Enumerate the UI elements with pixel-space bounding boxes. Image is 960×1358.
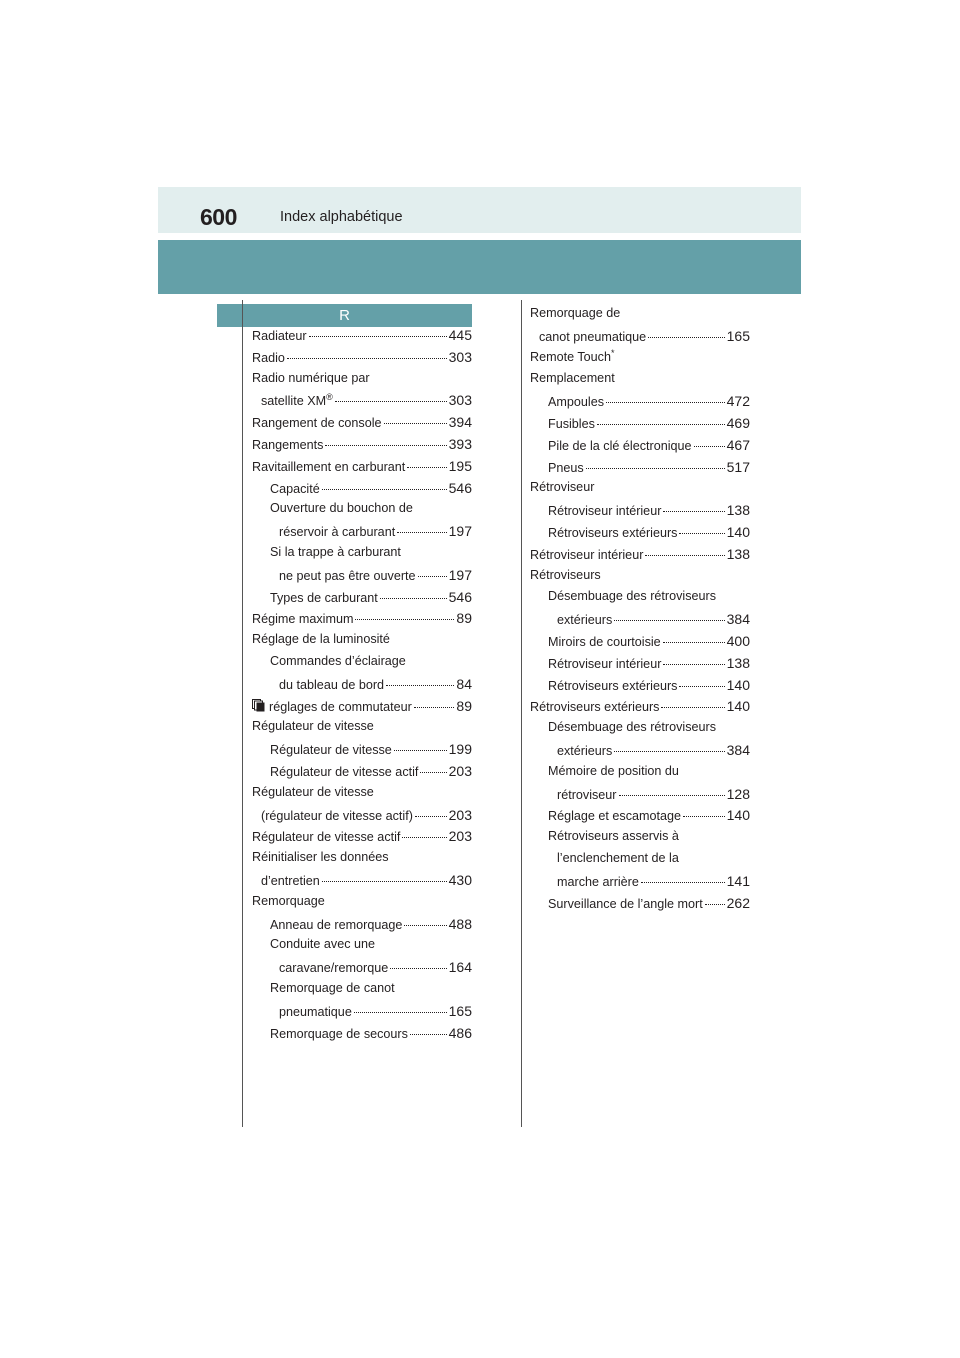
index-entry-page[interactable]: 195	[448, 457, 472, 474]
index-entry-text	[548, 809, 681, 823]
index-entry-label: Commandes d’éclairage	[270, 653, 406, 668]
index-entry	[252, 567, 472, 589]
index-entry-label: Réinitialiser les données	[252, 850, 389, 865]
dot-leader	[322, 489, 447, 490]
index-entry-page[interactable]: 203	[448, 806, 472, 823]
index-entry-page[interactable]: 203	[448, 762, 472, 779]
index-entry-text	[252, 699, 412, 714]
index-entry-text	[279, 961, 388, 975]
index-entry-label: Rétroviseurs extérieurs	[548, 678, 678, 693]
dot-leader	[586, 468, 725, 469]
dot-leader	[390, 968, 446, 969]
dot-leader	[414, 707, 455, 708]
index-entry-text	[252, 830, 400, 844]
dot-leader	[384, 423, 447, 424]
index-entry-page[interactable]: 445	[448, 327, 472, 343]
index-entry-text	[270, 501, 413, 515]
index-entry-text	[252, 850, 389, 864]
index-entry-label: Remorquage de canot	[270, 980, 395, 995]
index-entry	[530, 764, 750, 786]
index-entry-text	[270, 591, 378, 605]
index-entry	[252, 894, 472, 916]
index-entry-label: Remorquage	[252, 893, 325, 908]
index-entry-label: Surveillance de l’angle mort	[548, 896, 703, 911]
index-entry-page[interactable]: 197	[448, 566, 472, 583]
index-entry-text	[548, 461, 584, 475]
index-entry-text	[261, 394, 333, 408]
dot-leader	[418, 576, 447, 577]
index-entry	[252, 349, 472, 371]
index-entry-page[interactable]: 517	[726, 458, 750, 475]
index-entry	[530, 633, 750, 655]
index-entry	[530, 568, 750, 590]
index-entry	[530, 611, 750, 633]
dot-leader	[386, 685, 454, 686]
index-entry-label: Remplacement	[530, 371, 615, 386]
index-entry-label: Régulateur de vitesse	[270, 743, 392, 758]
index-entry-page[interactable]: 138	[726, 502, 750, 519]
index-entry-page[interactable]: 140	[726, 807, 750, 824]
index-entry	[530, 829, 750, 851]
index-entry	[530, 306, 750, 328]
index-entry	[252, 480, 472, 502]
dot-leader	[614, 620, 724, 621]
dot-leader	[694, 446, 725, 447]
index-entry-label: Ouverture du bouchon de	[270, 501, 413, 516]
index-entry	[252, 807, 472, 829]
index-entry-text	[548, 657, 661, 671]
dot-leader	[661, 707, 724, 708]
index-entry-label: Rétroviseurs extérieurs	[548, 525, 678, 540]
index-entry-page[interactable]: 138	[726, 654, 750, 671]
index-entry-text	[557, 851, 679, 865]
index-entry	[252, 632, 472, 654]
dot-leader	[645, 555, 724, 556]
index-entry-label: du tableau de bord	[279, 677, 385, 692]
dot-leader	[619, 795, 725, 796]
dot-leader	[402, 837, 446, 838]
index-entry-text	[270, 1027, 408, 1041]
index-entry	[252, 458, 472, 480]
index-entry-text	[530, 568, 601, 582]
section-letter: R	[217, 304, 472, 327]
index-entry	[252, 392, 472, 414]
book-stack-icon	[252, 699, 265, 712]
index-entry-text	[530, 548, 643, 562]
index-entry-text	[548, 679, 677, 693]
dot-leader	[663, 664, 724, 665]
index-entry-text	[270, 654, 406, 668]
index-entry-text	[530, 480, 594, 494]
index-entry	[530, 698, 750, 720]
index-entry-text	[530, 347, 615, 364]
dot-leader	[705, 904, 725, 905]
dot-leader	[614, 751, 724, 752]
index-entry-page[interactable]: 303	[448, 392, 472, 409]
index-entry-label: marche arrière	[557, 874, 639, 889]
index-entry-label: Désembuage des rétroviseurs	[548, 589, 716, 604]
index-entry-label: extérieurs	[557, 743, 613, 758]
index-entry-text	[557, 875, 639, 889]
dot-leader	[415, 816, 447, 817]
index-entry	[530, 459, 750, 481]
index-entry	[530, 895, 750, 917]
index-entry-page[interactable]: 430	[448, 871, 472, 888]
index-entry-text	[270, 743, 392, 757]
dot-leader	[663, 511, 724, 512]
index-entry-label: Ampoules	[548, 395, 605, 410]
index-entry-text	[548, 395, 604, 409]
header-band	[158, 187, 801, 233]
index-entry-label: Remorquage de secours	[270, 1026, 408, 1041]
index-entry-page[interactable]: 303	[448, 348, 472, 365]
index-entry	[530, 720, 750, 742]
index-entry	[530, 328, 750, 350]
index-entry-text	[270, 482, 320, 496]
dot-leader	[641, 882, 725, 883]
index-entry	[252, 850, 472, 872]
index-entry-page[interactable]: 197	[448, 523, 472, 540]
index-entry-page[interactable]: 384	[726, 741, 750, 758]
dot-leader	[683, 816, 725, 817]
index-entry-page[interactable]: 140	[726, 676, 750, 693]
index-entry-text	[548, 720, 716, 734]
index-entry	[530, 480, 750, 502]
index-entry-text	[252, 460, 405, 474]
index-entry	[252, 981, 472, 1003]
index-entry-page[interactable]: 84	[456, 675, 472, 692]
index-entry	[252, 654, 472, 676]
index-entry-superscript: ®	[326, 392, 333, 403]
index-entry-text	[548, 829, 679, 843]
index-entry-text	[279, 525, 395, 539]
index-entry-page[interactable]: 164	[448, 959, 472, 976]
index-entry-page[interactable]: 141	[726, 872, 750, 889]
index-entry-text	[252, 351, 285, 365]
index-entry-page[interactable]: 165	[726, 327, 750, 344]
index-entry-text	[548, 764, 679, 778]
dot-leader	[397, 532, 446, 533]
index-entry-text	[252, 612, 353, 626]
column-divider-left	[242, 300, 243, 1127]
index-entry-text	[270, 918, 402, 932]
index-entry-label: Régime maximum	[252, 612, 354, 627]
dot-leader	[404, 925, 446, 926]
index-entry-label: Remorquage de	[530, 306, 621, 320]
index-entry-label: réglages de commutateur	[269, 699, 412, 714]
index-entry-text	[530, 700, 659, 714]
index-entry-text	[270, 981, 395, 995]
index-entry-page[interactable]: 89	[456, 610, 472, 627]
index-entry	[530, 415, 750, 437]
index-entry-text	[261, 874, 320, 888]
index-entry	[252, 828, 472, 850]
index-entry	[530, 371, 750, 393]
index-entry-label: Types de carburant	[270, 590, 378, 605]
dot-leader	[663, 642, 725, 643]
index-entry	[252, 959, 472, 981]
index-entry-label: Rangement de console	[252, 416, 382, 431]
index-entry-page[interactable]: 472	[726, 393, 750, 410]
index-entry-text	[279, 569, 416, 583]
index-entry-label: Rétroviseur	[530, 480, 595, 495]
index-entry	[530, 655, 750, 677]
index-entry	[252, 371, 472, 393]
index-entry-label: satellite XM	[261, 394, 327, 409]
index-entry-page[interactable]: 486	[448, 1024, 472, 1041]
index-entry-text	[548, 417, 595, 431]
index-entry-text	[261, 809, 413, 823]
index-entry-label: Pile de la clé électronique	[548, 438, 692, 453]
dot-leader	[648, 337, 725, 338]
index-entry-page[interactable]: 467	[726, 436, 750, 453]
index-entry-page[interactable]: 165	[448, 1002, 472, 1019]
index-entry-label: l’enclenchement de la	[557, 850, 679, 865]
index-entry	[252, 916, 472, 938]
index-entry-label: réservoir à carburant	[279, 525, 396, 540]
dot-leader	[420, 772, 446, 773]
index-entry	[252, 1025, 472, 1047]
index-entry-text	[252, 632, 390, 646]
dot-leader	[597, 424, 725, 425]
index-column-right	[530, 306, 750, 916]
dot-leader	[325, 445, 446, 446]
index-entry-label: Rétroviseur intérieur	[530, 547, 644, 562]
index-entry-label: Réglage et escamotage	[548, 809, 682, 824]
index-entry-text	[548, 439, 692, 453]
index-entry	[252, 785, 472, 807]
index-entry-text	[548, 589, 716, 603]
index-entry-label: Rétroviseurs	[530, 567, 601, 582]
index-entry	[252, 610, 472, 632]
index-entry	[252, 763, 472, 785]
index-entry-text	[557, 613, 612, 627]
index-entry-page[interactable]: 199	[448, 741, 472, 758]
index-entry-label: (régulateur de vitesse actif)	[261, 808, 413, 823]
page-number: 600	[200, 204, 237, 230]
index-entry-label: Rétroviseurs extérieurs	[530, 700, 660, 715]
index-entry-text	[530, 306, 620, 320]
index-entry-label: Régulateur de vitesse actif	[252, 830, 401, 845]
index-entry-label: Anneau de remorquage	[270, 917, 403, 932]
index-entry-text	[279, 1005, 352, 1019]
index-entry-text	[252, 894, 325, 908]
dot-leader	[679, 533, 724, 534]
index-entry-label: Régulateur de vitesse actif	[270, 764, 419, 779]
index-entry-label: Régulateur de vitesse	[252, 719, 374, 734]
dot-leader	[354, 1012, 447, 1013]
index-entry-label: Si la trappe à carburant	[270, 544, 401, 559]
dot-leader	[309, 336, 447, 337]
index-entry	[530, 851, 750, 873]
dot-leader	[679, 686, 724, 687]
index-entry-page[interactable]: 394	[448, 414, 472, 431]
index-column-left	[252, 327, 472, 1046]
index-entry-text	[557, 744, 612, 758]
index-entry-text	[252, 329, 307, 343]
index-entry-page[interactable]: 89	[456, 697, 472, 714]
index-entry	[252, 414, 472, 436]
index-entry-page[interactable]: 546	[448, 588, 472, 605]
index-entry-page[interactable]: 140	[726, 523, 750, 540]
page-title: Index alphabétique	[280, 209, 403, 225]
index-entry-page[interactable]: 140	[726, 698, 750, 715]
index-entry	[530, 742, 750, 764]
index-entry-text	[548, 897, 703, 911]
index-entry-text	[557, 788, 617, 802]
index-entry-label: caravane/remorque	[279, 961, 389, 976]
index-entry-page[interactable]: 469	[726, 414, 750, 431]
section-band	[158, 240, 801, 294]
index-entry-page[interactable]: 128	[726, 785, 750, 802]
index-entry	[530, 786, 750, 808]
index-entry	[530, 347, 750, 372]
index-entry-text	[252, 719, 374, 733]
index-entry-label: Conduite avec une	[270, 937, 376, 952]
index-entry-text	[548, 526, 677, 540]
index-entry	[252, 589, 472, 611]
index-entry	[252, 676, 472, 698]
index-entry-label: Rétroviseur intérieur	[548, 504, 662, 519]
dot-leader	[407, 467, 446, 468]
index-entry	[530, 437, 750, 459]
index-entry	[530, 502, 750, 524]
index-entry-label: extérieurs	[557, 613, 613, 628]
index-entry-page[interactable]: 384	[726, 611, 750, 628]
index-entry	[252, 545, 472, 567]
index-entry	[252, 523, 472, 545]
dot-leader	[394, 750, 447, 751]
index-entry-text	[252, 785, 374, 799]
column-divider-middle	[521, 300, 522, 1127]
index-entry	[252, 327, 472, 349]
index-entry	[530, 677, 750, 699]
index-entry	[530, 546, 750, 568]
index-entry-text	[270, 937, 375, 951]
index-entry-label: Rétroviseurs asservis à	[548, 829, 679, 844]
index-entry-page[interactable]: 393	[448, 435, 472, 452]
dot-leader	[322, 881, 447, 882]
index-entry-page[interactable]: 488	[448, 915, 472, 932]
index-entry-text	[252, 438, 323, 452]
index-entry-label: rétroviseur	[557, 787, 617, 802]
index-entry-page[interactable]: 262	[726, 894, 750, 911]
index-entry	[252, 872, 472, 894]
index-entry-label: Radio numérique par	[252, 370, 370, 385]
index-entry	[252, 698, 472, 720]
dot-leader	[335, 401, 447, 402]
index-entry-page[interactable]: 400	[726, 632, 750, 649]
index-entry-label: Rangements	[252, 437, 324, 452]
index-entry-text	[270, 545, 401, 559]
index-entry-label: Rétroviseur intérieur	[548, 656, 662, 671]
index-entry	[252, 937, 472, 959]
index-entry-label: ne peut pas être ouverte	[279, 568, 416, 583]
index-entry-text	[252, 416, 382, 430]
index-entry-text	[548, 635, 661, 649]
index-entry-label: pneumatique	[279, 1004, 352, 1019]
index-entry-label: canot pneumatique	[539, 329, 647, 344]
index-entry-label: Capacité	[270, 481, 320, 496]
index-entry-text	[270, 765, 418, 779]
index-entry	[252, 436, 472, 458]
index-entry	[252, 501, 472, 523]
dot-leader	[287, 358, 447, 359]
index-entry-text	[548, 504, 661, 518]
index-entry-page[interactable]: 203	[448, 828, 472, 845]
dot-leader	[355, 619, 454, 620]
index-entry	[530, 589, 750, 611]
index-entry-label: Réglage de la luminosité	[252, 632, 390, 647]
index-entry-label: Régulateur de vitesse	[252, 784, 374, 799]
index-entry-label: Mémoire de position du	[548, 763, 679, 778]
index-entry-page[interactable]: 546	[448, 479, 472, 496]
index-entry-text	[530, 371, 615, 385]
index-entry-label: Pneus	[548, 460, 584, 475]
dot-leader	[410, 1034, 447, 1035]
index-entry-superscript: *	[610, 347, 615, 358]
index-entry-label: Ravitaillement en carburant	[252, 459, 406, 474]
index-entry-label: Fusibles	[548, 416, 595, 431]
index-entry	[530, 393, 750, 415]
index-entry-label: Radio	[252, 350, 285, 365]
index-entry	[252, 1003, 472, 1025]
index-entry	[252, 741, 472, 763]
index-entry	[530, 807, 750, 829]
index-entry	[252, 719, 472, 741]
index-entry	[530, 524, 750, 546]
index-entry	[530, 873, 750, 895]
index-entry-label: Miroirs de courtoisie	[548, 634, 661, 649]
index-entry-label: Désembuage des rétroviseurs	[548, 720, 716, 735]
index-entry-text	[252, 371, 370, 385]
dot-leader	[606, 402, 725, 403]
index-entry-label: Radiateur	[252, 329, 307, 343]
index-entry-label: Remote Touch	[530, 349, 611, 364]
index-entry-label: d’entretien	[261, 873, 320, 888]
dot-leader	[380, 598, 447, 599]
index-entry-text	[279, 678, 384, 692]
index-entry-page[interactable]: 138	[726, 545, 750, 562]
index-entry-text	[539, 330, 646, 344]
